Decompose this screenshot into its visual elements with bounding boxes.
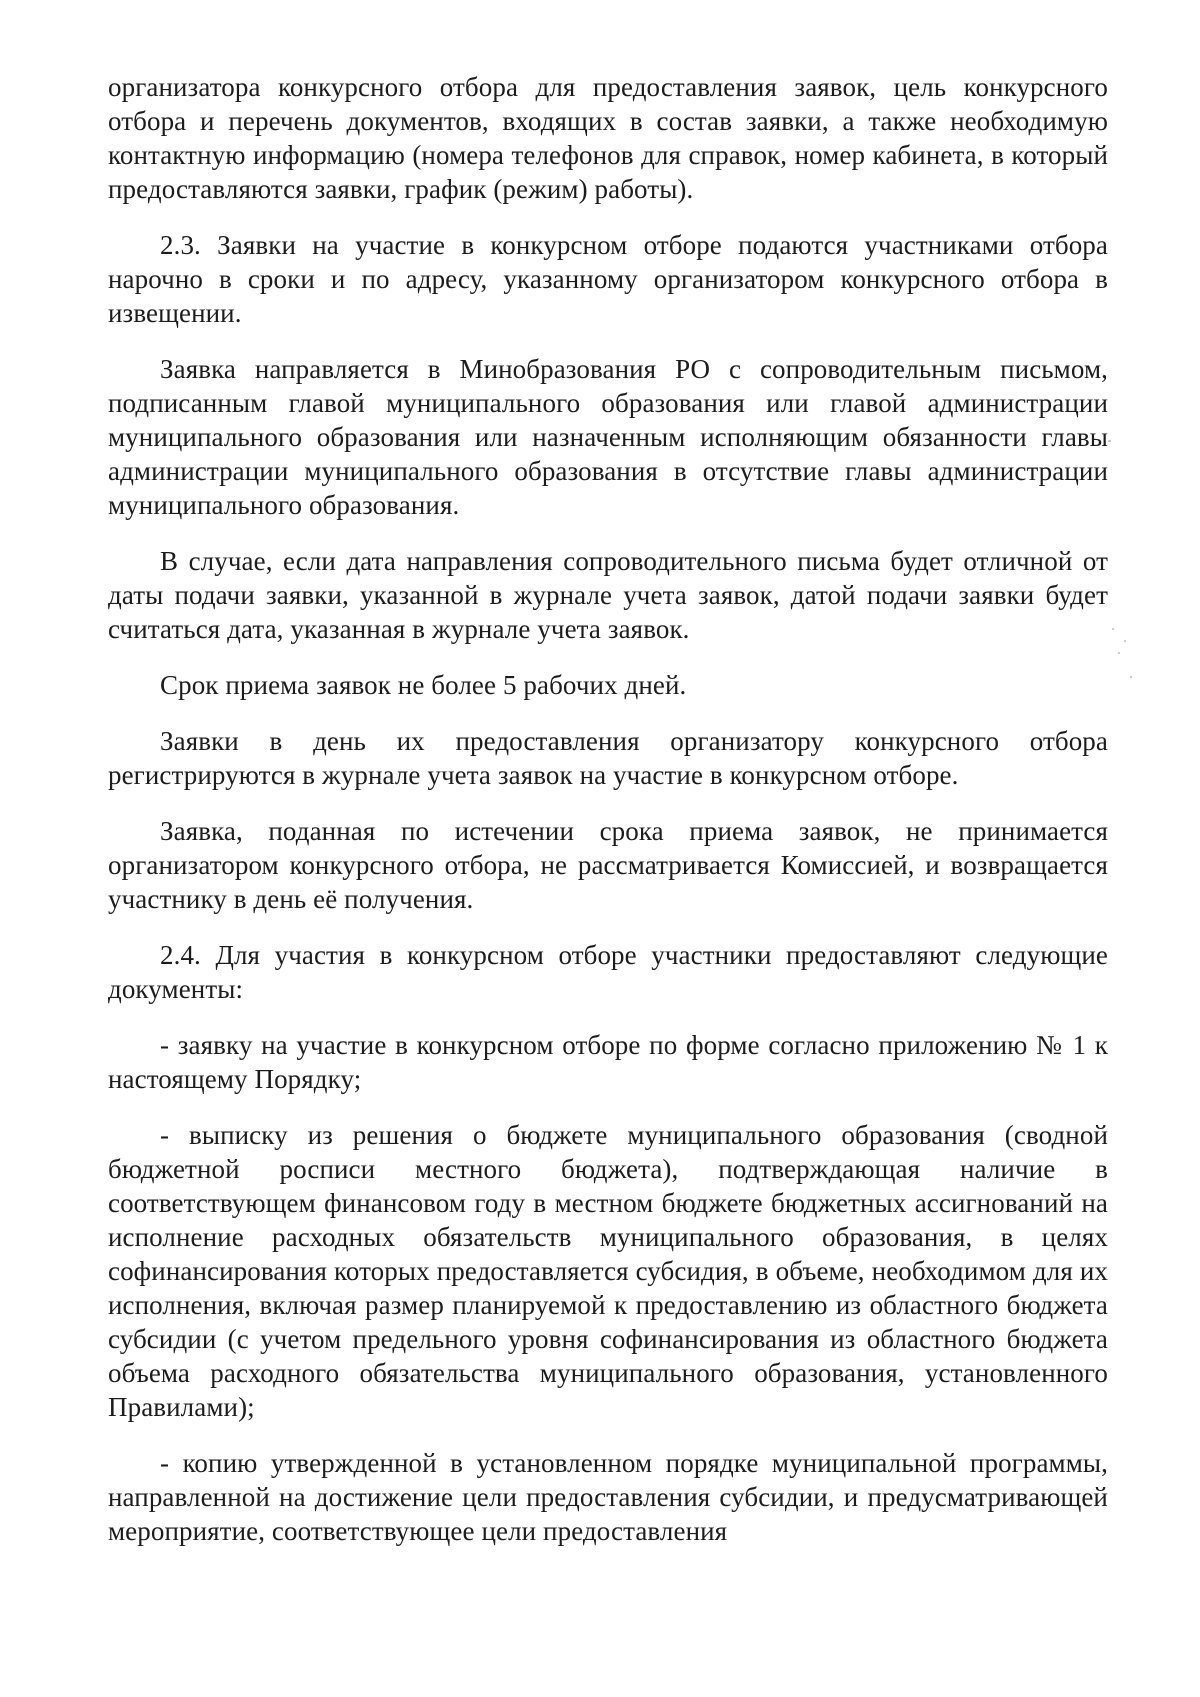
scan-artifact <box>1108 440 1111 442</box>
paragraph-registration: Заявки в день их предоставления организатору конкурсного отбора регистрируются в журнале учета заявок на участие в конкурсном отборе. <box>108 726 1108 790</box>
paragraph-2-4: 2.4. Для участия в конкурсном отборе участники предоставляют следующие документы: <box>108 940 1108 1004</box>
paragraph-cover-letter: Заявка направляется в Минобразования РО с сопроводительным письмом, подписанным главой муниципального образования или главой администрации муниципального образования или назначенным исполняющим обязанности главы администрации муниципального образования в отсутствие главы администрации муниципального образования. <box>108 354 1108 520</box>
scan-artifact <box>1124 640 1126 642</box>
document-page <box>108 70 1108 1570</box>
scan-artifact <box>1112 628 1114 630</box>
scan-artifact <box>1118 652 1120 654</box>
paragraph-deadline: Срок приема заявок не более 5 рабочих дней. <box>160 670 687 700</box>
list-item-application-form: - заявку на участие в конкурсном отборе по форме согласно приложению № 1 к настоящему Порядку; <box>108 1030 1108 1094</box>
list-item-budget-extract: - выписку из решения о бюджете муниципального образования (сводной бюджетной росписи местного бюджета), подтверждающая наличие в соответствующем финансовом году в местном бюджете бюджетных ассигнований на исполнение расходных обязательств муниципального образования, в целях софинансирования которых предоставляется субсидия, в объеме, необходимом для их исполнения, включая размер планируемой к предоставлению из областного бюджета субсидии (с учетом предельного уровня софинансирования из областного бюджета объема расходного обязательства муниципального образования, установленного Правилами); <box>108 1120 1108 1422</box>
paragraph-late-application: Заявка, поданная по истечении срока приема заявок, не принимается организатором конкурсного отбора, не рассматривается Комиссией, и возвращается участнику в день её получения. <box>108 816 1108 914</box>
scan-artifact <box>1130 676 1132 678</box>
paragraph-continuation: организатора конкурсного отбора для предоставления заявок, цель конкурсного отбора и перечень документов, входящих в состав заявки, а также необходимую контактную информацию (номера телефонов для справок, номер кабинета, в который предоставляются заявки, график (режим) работы). <box>108 72 1108 204</box>
list-item-program-copy: - копию утвержденной в установленном порядке муниципальной программы, направленной на достижение цели предоставления субсидии, и предусматривающей мероприятие, соответствующее цели предоставления <box>108 1448 1108 1546</box>
paragraph-submission-date: В случае, если дата направления сопроводительного письма будет отличной от даты подачи заявки, указанной в журнале учета заявок, датой подачи заявки будет считаться дата, указанная в журнале учета заявок. <box>108 546 1108 644</box>
paragraph-2-3: 2.3. Заявки на участие в конкурсном отборе подаются участниками отбора нарочно в сроки и по адресу, указанному организатором конкурсного отбора в извещении. <box>108 230 1108 328</box>
